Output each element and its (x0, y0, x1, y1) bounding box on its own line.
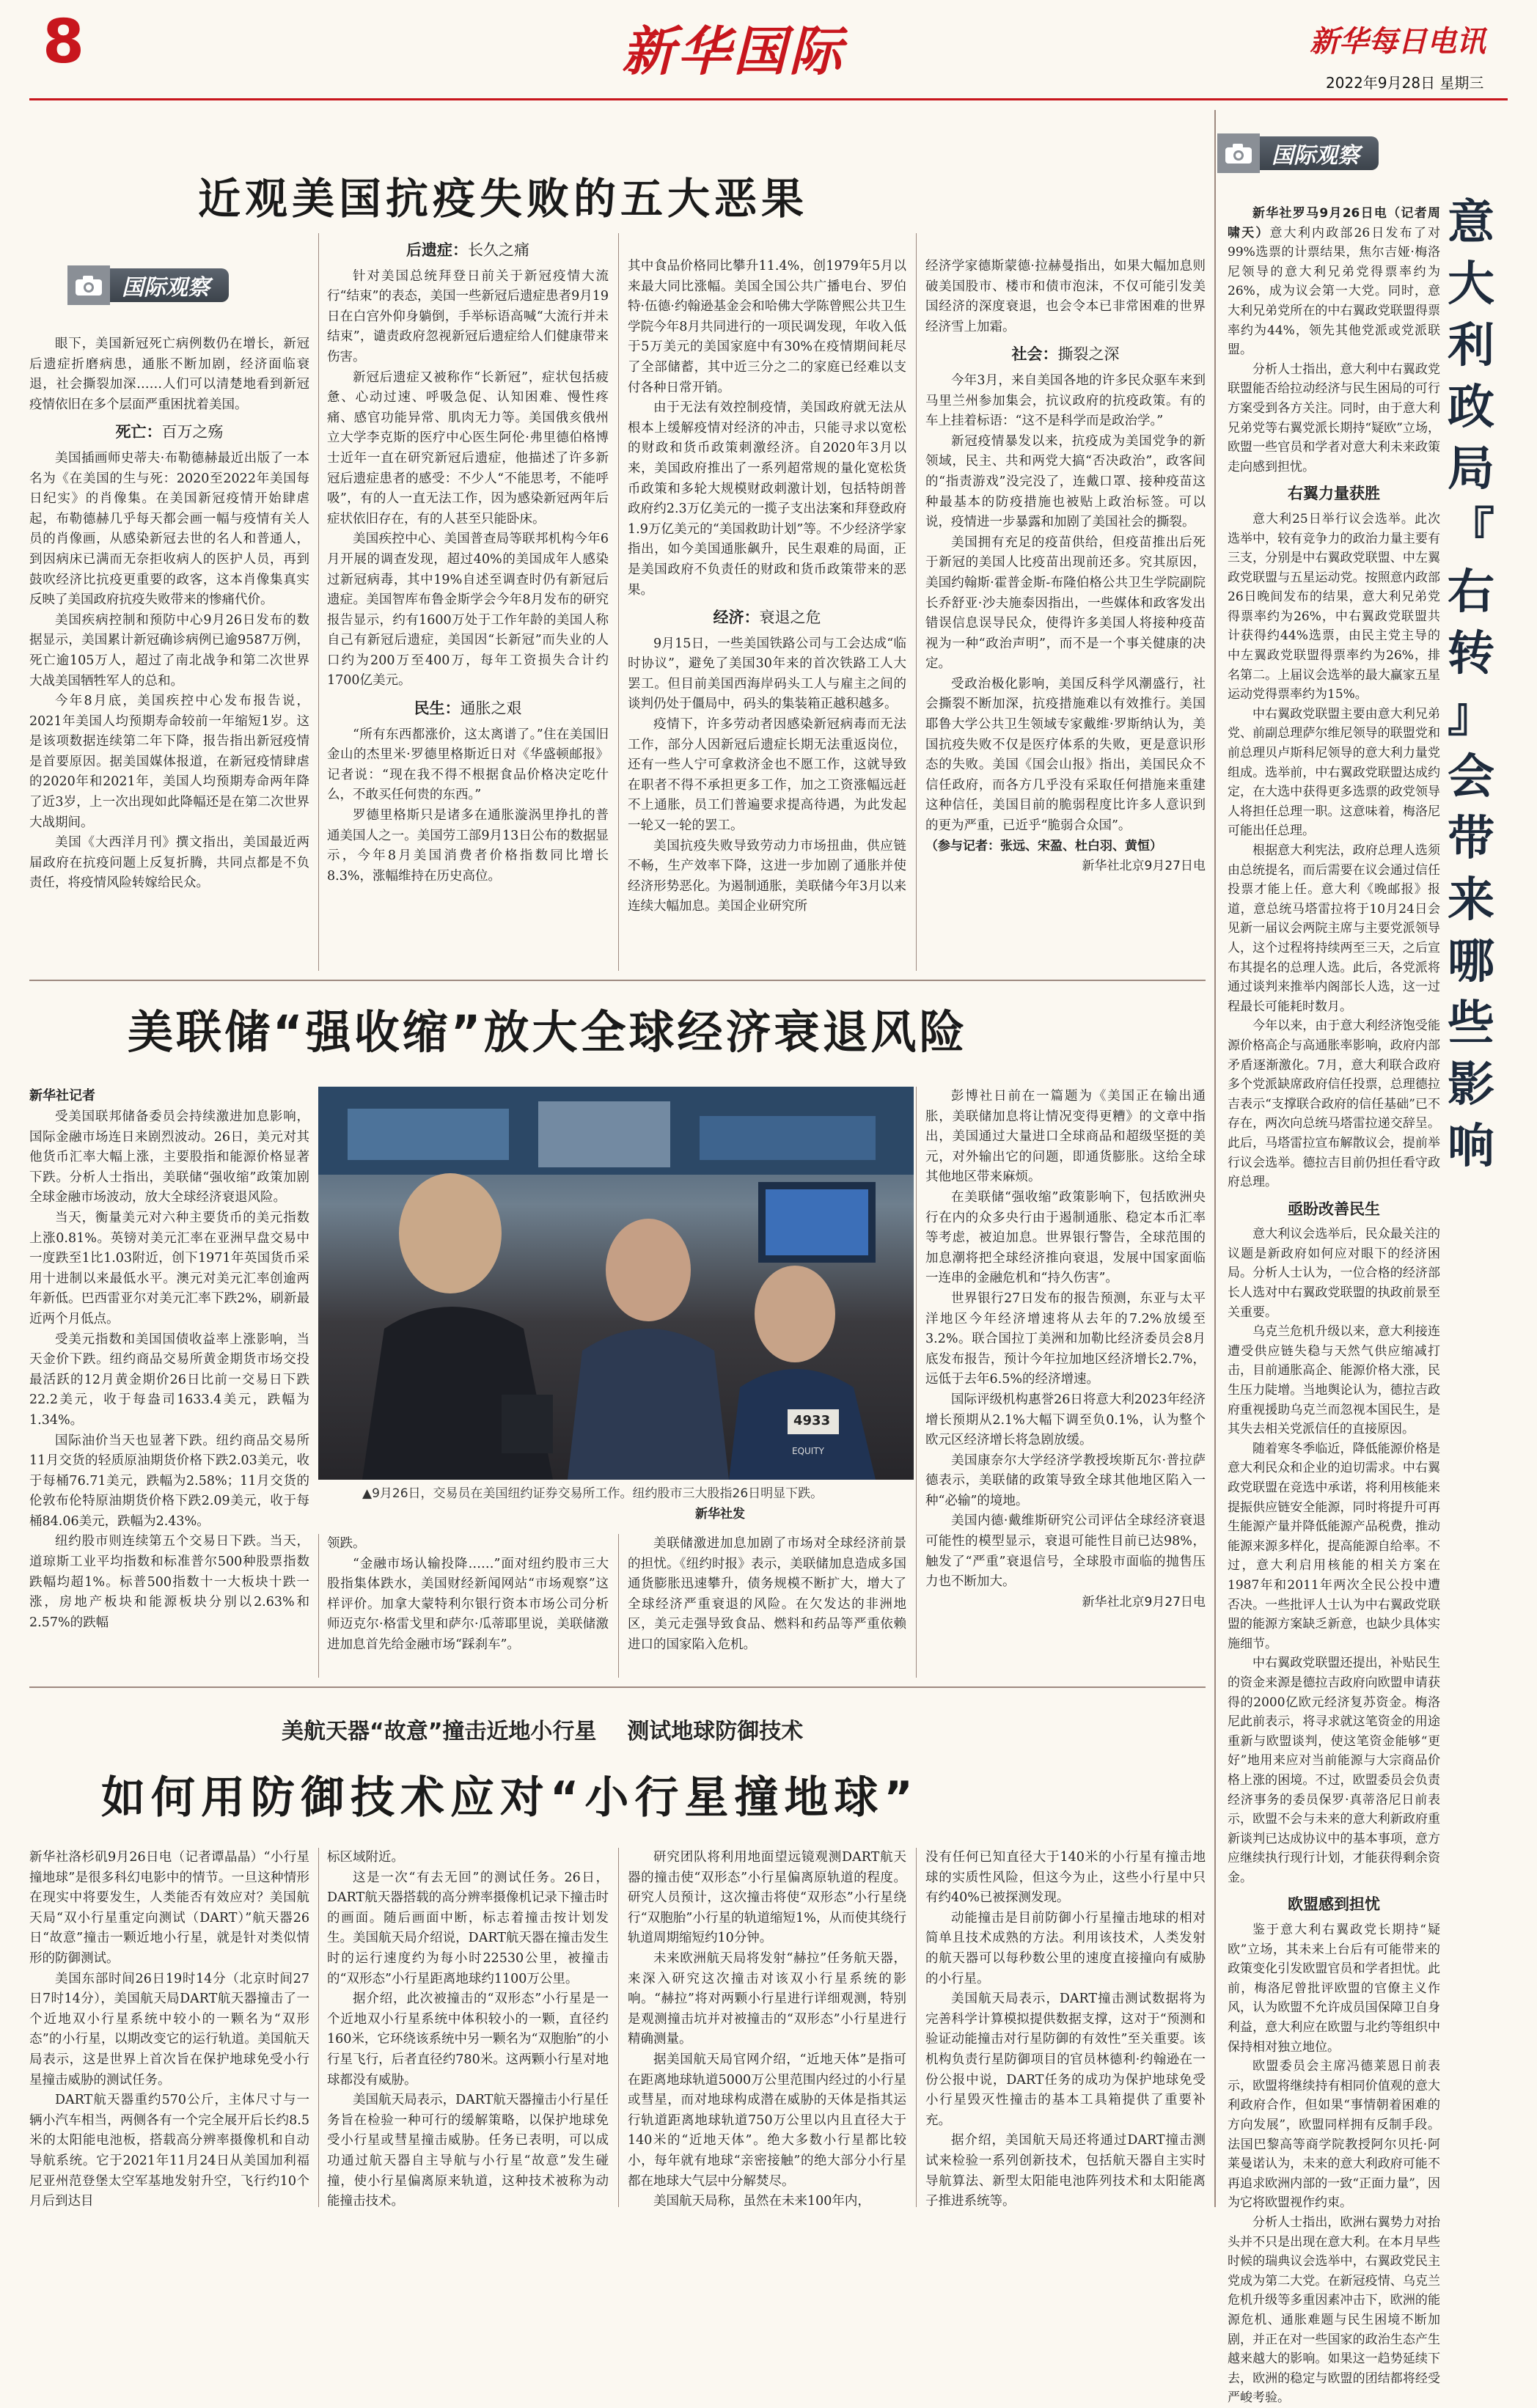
badge-label: 国际观察 (110, 268, 229, 302)
vertical-title-char: 意 (1448, 196, 1494, 250)
vertical-title-char: 带 (1448, 812, 1494, 866)
paragraph: 美国内德·戴维斯研究公司评估全球经济衰退可能性的模型显示，衰退可能性目前已达98%，触发了“严重”衰退信号，全球股市面临的抛售压力也不断加大。 (925, 1513, 1206, 1590)
photo-caption: ▲9月26日，交易员在美国纽约证券交易所工作。纽约股市三大股指26日明显下跌。 (362, 1486, 823, 1501)
paragraph: DART航天器重约570公斤，主体尺寸与一辆小汽车相当，两侧各有一个完全展开后长约8.5米的太阳能电池板，搭载高分辨率摄像机和自动导航系统。它于2021年11月24日从美国加利福尼亚州范登堡太空军基地发射升空，飞行约10个月后到达目 (29, 2093, 309, 2209)
vertical-title-char: 政 (1448, 381, 1494, 435)
trader-badge-label: EQUITY (792, 1446, 825, 1456)
paragraph: 新冠后遗症又被称作“长新冠”，症状包括疲惫、心动过速、呼吸急促、认知困难、慢性疼痛、感官功能异常、肌肉无力等。美国俄亥俄州立大学李克斯的医疗中心医生阿伦·弗里德伯格博士近年一直在研究新冠后遗症，他描述了许多新冠后遗症患者的感受：不少人“不能思考，不能呼吸”，有的人一直无法工作，因为感染新冠两年后症状依旧存在，有的人甚至只能卧床。 (327, 370, 609, 526)
col-divider (916, 1087, 917, 1678)
paragraph: 9月15日，一些美国铁路公司与工会达成“临时协议”，避免了美国30年来的首次铁路工人大罢工。但目前美国西海岸码头工人与雇主之间的谈判仍处于僵局中，码头的集装箱正越积越多。 (628, 636, 906, 712)
masthead-rule (29, 98, 1508, 100)
vertical-title-char: 转 (1448, 627, 1494, 681)
article3-col4 (925, 1848, 1206, 2214)
paragraph: 受美元指数和美国国债收益率上涨影响，当天金价下跌。纽约商品交易所黄金期货市场交投最活跃的12月黄金期价26日比前一交易日下跌22.2美元，收于每盎司1633.4美元，跌幅为1.34%。 (29, 1332, 309, 1428)
paragraph: 动能撞击是目前防御小行星撞击地球的相对简单且技术成熟的方法。利用该技术，人类发射的航天器可以每秒数公里的速度直接撞向有威胁的小行星。 (925, 1910, 1206, 1986)
sidebar-badge (1217, 133, 1379, 173)
article1-badge (67, 265, 229, 305)
paragraph: 标区域附近。 (327, 1850, 404, 1865)
article2-col2 (327, 1534, 609, 1681)
paragraph: 据介绍，美国航天局还将通过DART撞击测试来检验一系列创新技术，包括航天器自主实时导航算法、新型太阳能电池阵列技术和太阳能离子推进系统等。 (925, 2133, 1206, 2209)
sidebar-divider (1214, 110, 1216, 2207)
subhead-lead: 民生： (414, 700, 461, 718)
paragraph: 没有任何已知直径大于140米的小行星有撞击地球的实质性风险，但这今为止，这些小行星中只有约40%已被探测发现。 (925, 1850, 1206, 1906)
dateline-sign: 新华社北京9月27日电 (1082, 1594, 1206, 1609)
paragraph: 这是一次“有去无回”的测试任务。26日，DART航天器搭载的高分辨率摄像机记录下撞击时的画面。随后画面中断，标志着撞击按计划发生。美国航天局介绍说，DART航天器在撞击发生时的运行速度约为每小时22530公里，被撞击的“双形态”小行星距离地球约1100万公里。 (327, 1870, 609, 1986)
col-divider (618, 1848, 619, 2207)
paragraph: 研究团队将利用地面望远镜观测DART航天器的撞击使“双形态”小行星偏离原轨道的程度。研究人员预计，这次撞击将使“双形态”小行星绕行“双胞胎”小行星的轨道缩短1%，从而使其绕行轨道周期缩短约10分钟。 (628, 1850, 906, 1946)
paragraph: 经济学家德斯蒙德·拉赫曼指出，如果大幅加息则破美国股市、楼市和债市泡沫，不仅可能引发美国经济的深度衰退，也会令本已非常困难的世界经济雪上加霜。 (925, 259, 1206, 334)
col-divider (618, 1534, 619, 1678)
paragraph: 未来欧洲航天局将发射“赫拉”任务航天器，来深入研究这次撞击对该双小行星系统的影响。“赫拉”将对两颗小行星进行详细观测，特别是观测撞击坑并对被撞击的“双形态”小行星进行精确测量。 (628, 1950, 906, 2047)
paragraph: 世界银行27日发布的报告预测，东亚与太平洋地区今年经济增速将从去年的7.2%放缓至3.2%。联合国拉丁美洲和加勒比经济委员会8月底发布报告，预计今年拉加地区经济增长2.7%，远低于去年6.5%的经济增速。 (925, 1291, 1206, 1387)
paragraph: 美国东部时间26日19时14分（北京时间27日7时14分），美国航天局DART航天器撞击了一个近地双小行星系统中较小的一颗名为“双形态”的小行星，以期改变它的运行轨道。美国航天局表示，这是世界上首次旨在保护地球免受小行星撞击威胁的测试任务。 (29, 1971, 309, 2088)
paragraph: 今年8月底，美国疾控中心发布报告说，2021年美国人均预期寿命较前一年缩短1岁。这是该项数据连续第二年下降，报告指出新冠疫情是首要原因。据美国媒体报道，在新冠疫情肆虐的2020年和2021年，美国人均预期寿命两年降了近3岁，上一次出现如此降幅还是在第二次世界大战期间。 (29, 694, 309, 830)
subhead-lead: 经济： (713, 609, 760, 627)
reporter-credit: （参与记者：张远、宋盈、杜白羽、黄恒） (925, 838, 1162, 854)
vertical-title-char: 些 (1448, 996, 1494, 1051)
trader-badge-number: 4933 (793, 1413, 831, 1428)
article1-col2 (327, 233, 609, 972)
article3-kicker: 美航天器“故意”撞击近地小行星 测试地球防御技术 (282, 1719, 804, 1744)
paragraph: 美国康奈尔大学经济学教授埃斯瓦尔·普拉萨德表示，美联储的政策导致全球其他地区陷入一种“必输”的境地。 (925, 1453, 1206, 1508)
paragraph: 美国插画师史蒂夫·布勒德赫最近出版了一本名为《在美国的生与死：2020至2022年美国每日纪实》的肖像集。在美国新冠疫情开始肆虐起，布勒德赫几乎每天都会画一幅与疫情有关人员的肖像画，从感染新冠去世的名人和普通人，到因病床已满而无奈拒收病人的医护人员，再到鼓吹经济比抗疫更重要的政客，这本肖像集真实反映了美国政府抗疫失败带来的惨痛代价。 (29, 450, 309, 608)
subhead (29, 422, 309, 443)
paragraph: 美联储激进加息加剧了市场对全球经济前景的担忧。《纽约时报》表示，美联储加息造成多国通货膨胀迅速攀升，债务规模不断扩大，增大了全球经济严重衰退的风险。在欠发达的非洲地区，美元走强导致食品、燃料和药品等严重依赖进口的国家陷入危机。 (628, 1536, 906, 1652)
paragraph: 根据意大利宪法，政府总理人选须由总统提名，而后需要在议会通过信任投票才能上任。意大利《晚邮报》报道，意总统马塔雷拉将于10月24日会见新一届议会两院主席与主要党派领导人，这个过程将持续两至三天，之后宣布其提名的总理人选。此后，各党派将通过谈判来推举内阁部长人选，这一过程最长可能耗时数月。 (1228, 843, 1440, 1014)
paragraph: 美国《大西洋月刊》撰文指出，美国最近两届政府在抗疫问题上反复折腾，共同点都是不负责任，将疫情风险转嫁给民众。 (29, 835, 309, 891)
paragraph: 鉴于意大利右翼政党长期持“疑欧”立场，其未来上台后有可能带来的政策变化引发欧盟官员和学者担忧。此前，梅洛尼曾批评欧盟的官僚主义作风，认为欧盟不允许成员国保障卫自身利益，意大利应在欧盟与北约等组织中保持相对独立地位。 (1228, 1923, 1440, 2055)
paragraph: 今年以来，由于意大利经济饱受能源价格高企与高通胀率影响，政府内部矛盾逐渐激化。7月，意大利联合政府多个党派缺席政府信任投票，总理德拉吉表示“支撑联合政府的信任基础”已不存在，两次向总统马塔雷拉递交辞呈。此后，马塔雷拉宣布解散议会，提前举行议会选举。德拉吉目前仍担任看守政府总理。 (1228, 1018, 1440, 1190)
paragraph: 乌克兰危机升级以来，意大利接连遭受供应链失稳与天然气供应缩减打击，目前通胀高企、能源价格大涨，民生压力陡增。当地舆论认为，德拉吉政府重视援助乌克兰而忽视本国民生，是其失去相关党派信任的直接原因。 (1228, 1324, 1440, 1437)
article2-col3 (628, 1534, 906, 1681)
paragraph: 由于无法有效控制疫情，美国政府就无法从根本上缓解疫情对经济的冲击，只能寻求以宽松的财政和货币政策刺激经济。自2020年3月以来，美国政府推出了一系列超常规的量化宽松货币政策和多轮大规模财政刺激计划，包括特朗普政府约2.3万亿美元的一揽子支出法案和拜登政府1.9万亿美元的“美国救助计划”等。不少经济学家指出，如今美国通胀飙升，民生艰难的局面，正是美国政府不负责任的财政和货币政策带来的恶果。 (628, 400, 906, 598)
article3-col2 (327, 1848, 609, 2214)
paragraph: 纽约股市则连续第五个交易日下跌。当天，道琼斯工业平均指数和标准普尔500种股票指数跌幅均超1%。标普500指数十一大板块十跌一涨，房地产板块和能源板块分别以2.63%和2.57%的跌幅 (29, 1534, 309, 1630)
paragraph: 美国航天局表示，DART航天器撞击小行星任务旨在检验一种可行的缓解策略，以保护地球免受小行星或彗星撞击威胁。任务已表明，可以成功通过航天器自主导航与小行星“故意”发生碰撞，使小行星偏离原来轨道，这种技术被称为动能撞击技术。 (327, 2093, 609, 2209)
paragraph (1228, 204, 1440, 360)
article1-headline: 近观美国抗疫失败的五大恶果 (198, 174, 809, 224)
badge-label: 国际观察 (1260, 136, 1379, 170)
paragraph: 彭博社日前在一篇题为《美国正在输出通胀，美联储加息将让情况变得更糟》的文章中指出，美国通过大量进口全球商品和超级坚挺的美元，对外输出它的问题，即通货膨胀。这给全球其他地区带来麻烦。 (925, 1089, 1206, 1185)
issue-date: 2022年9月28日 星期三 (1326, 74, 1484, 92)
subhead-tail: 通胀之艰 (460, 700, 522, 718)
paragraph: 意大利议会选举后，民众最关注的议题是新政府如何应对眼下的经济困局。分析人士认为，一位合格的经济部长人选对中右翼政党联盟的执政前景至关重要。 (1228, 1227, 1440, 1320)
subhead-tail: 长久之痛 (468, 241, 529, 259)
paragraph: 国际评级机构惠誉26日将意大利2023年经济增长预期从2.1%大幅下调至负0.1%，认为整个欧元区经济增长将急剧放缓。 (925, 1392, 1206, 1448)
col-divider (916, 233, 917, 971)
paragraph: 眼下，美国新冠死亡病例数仍在增长，新冠后遗症折磨病患，通胀不断加剧，经济面临衰退，社会撕裂加深……人们可以清楚地看到新冠疫情依旧在多个层面严重困扰着美国。 (29, 337, 309, 412)
vertical-title-char: 影 (1448, 1058, 1494, 1112)
camera-icon (1217, 133, 1260, 173)
subhead-lead: 死亡： (115, 423, 162, 441)
paragraph: 欧盟委员会主席冯德莱恩日前表示，欧盟将继续持有相同价值观的意大利政府合作，但如果“事情朝着困难的方向发展”，欧盟同样拥有反制手段。法国巴黎高等商学院教授阿尔贝托·阿莱曼诺认为，未来的意大利政府可能不再追求欧洲内部的一致“正面力量”，因为它将欧盟视作约束。 (1228, 2059, 1440, 2211)
page-number: 8 (43, 7, 85, 77)
paragraph: 随着寒冬季临近，降低能源价格是意大利民众和企业的迫切需求。中右翼政党联盟在竞选中承诺，将利用核能来提振供应链安全能源，同时将提升可再生能源产量并降低能源产品税费，推动能源来源多样化，提高能源自给率。不过，意大利启用核能的相关方案在1987年和2011年两次全民公投中遭否决。一些批评人士认为中右翼政党联盟的能源方案缺乏新意，也缺少具体实施细节。 (1228, 1441, 1440, 1651)
col-divider (618, 233, 619, 971)
paragraph: 罗德里格斯只是诸多在通胀漩涡里挣扎的普通美国人之一。美国劳工部9月13日公布的数据显示，今年8月美国消费者价格指数同比增长8.3%，涨幅维持在历史高位。 (327, 808, 609, 884)
vertical-title-char: 大 (1448, 257, 1494, 312)
col-divider (318, 233, 319, 971)
photo-credit: 新华社发 (695, 1507, 745, 1521)
vertical-title-char: 来 (1448, 873, 1494, 928)
sidebar-body (1228, 204, 1441, 2406)
subhead: 右翼力量获胜 (1288, 485, 1380, 503)
subhead-lead: 后遗症： (406, 241, 468, 259)
paragraph: 分析人士指出，意大利中右翼政党联盟能否给拉动经济与民生困局的可行方案受到各方关注。同时，由于意大利兄弟党等右翼党派长期持“疑欧”立场，欧盟一些官员和学者对意大利未来政策走向感到担忧。 (1228, 361, 1440, 474)
camera-icon (67, 265, 110, 305)
subhead (327, 699, 609, 719)
paragraph: 美国疾病控制和预防中心9月26日发布的数据显示，美国累计新冠确诊病例已逾9587万例，死亡逾105万人，超过了南北战争和第二次世界大战美国牺牲军人的总和。 (29, 612, 309, 689)
paragraph: 受政治极化影响，美国反科学风潮盛行，社会撕裂不断加深，抗疫措施难以有效推行。美国耶鲁大学公共卫生领域专家戴维·罗斯纳认为，美国抗疫失败不仅是医疗体系的失败，更是意识形态的失败。美国《国会山报》指出，美国民众不信任政府，而各方几乎没有采取任何措施来重建这种信任，美国目前的脆弱程度比许多人意识到的更为严重，已近乎“脆弱合众国”。 (925, 676, 1206, 834)
subhead-lead: 社会： (1011, 345, 1058, 364)
article3-col3 (628, 1848, 906, 2214)
paragraph: 其中食品价格同比攀升11.4%，创1979年5月以来最大同比涨幅。美国全国公共广播电台、罗伯特·伍德·约翰逊基金会和哈佛大学陈曾熙公共卫生学院今年8月共同进行的一项民调发现，年收入低于5万美元的美国家庭中有30%在疫情期间耗尽了全部储蓄，其中近三分之二的家庭已经难以支付各种日常开销。 (628, 259, 906, 395)
article2-col1 (29, 1107, 309, 1679)
article1-col3 (628, 257, 906, 972)
vertical-title-char: 『 (1448, 504, 1494, 558)
paragraph: 在美联储“强收缩”政策影响下，包括欧洲央行在内的众多央行由于遏制通胀、稳定本币汇率等考虑，被迫加息。世界银行警告，全球范围的加息潮将把全球经济推向衰退，发展中国家面临一连串的金融危机和“持久伤害”。 (925, 1189, 1206, 1286)
paragraph: “所有东西都涨价，这太离谱了。”住在美国旧金山的杰里米·罗德里格斯近日对《华盛顿邮报》记者说：“现在我不得不根据食品价格决定吃什么，不敢买任何贵的东西。” (327, 727, 609, 803)
vertical-title-char: 利 (1448, 319, 1494, 373)
article3-headline: 如何用防御技术应对“小行星撞地球” (101, 1772, 919, 1824)
paragraph: 今年3月，来自美国各地的许多民众驱车来到马里兰州参加集会，抗议政府的抗疫政策。有的车上挂着标语：“这不是科学而是政治学。” (925, 372, 1206, 429)
paragraph: 中右翼政党联盟还提出，补贴民生的资金来源是德拉吉政府向欧盟申请获得的2000亿欧元经济复苏资金。梅洛尼此前表示，将寻求就这笔资金的用途重新与欧盟谈判，使这笔资金能够“更好”地用来应对当前能源与大宗商品价格上涨的困境。不过，欧盟委员会负责经济事务的委员保罗·真蒂洛尼日前表示，欧盟不会与未来的意大利新政府重新谈判已达成协议中的基本事项，意方应继续执行现行计划，才能获得剩余资金。 (1228, 1656, 1440, 1885)
paragraph: “金融市场认输投降……”面对纽约股市三大股指集体跌水，美国财经新闻网站“市场观察”这样评价。加拿大蒙特利尔银行资本市场公司分析师迈克尔·格雷戈里和萨尔·瓜蒂耶里说，美联储激进加息首先给金融市场“踩刹车”。 (327, 1556, 609, 1652)
vertical-title-char: 哪 (1448, 935, 1494, 989)
paragraph: 当天，衡量美元对六种主要货币的美元指数上涨0.81%。英镑对美元汇率在亚洲早盘交易中一度跌至1比1.03附近，创下1971年英国货币采用十进制以来最低水平。澳元对美元汇率创逾两年新低。巴西雷亚尔对美元汇率下跌2%，刷新最近两个月低点。 (29, 1210, 309, 1326)
paragraph: 受美国联邦储备委员会持续激进加息影响，国际金融市场连日来剧烈波动。26日，美元对其他货币汇率大幅上涨，主要股指和能源价格显著下跌。分析人士指出，美联储“强收缩”政策加剧全球金融市场波动，放大全球经济衰退风险。 (29, 1109, 309, 1205)
paragraph: 据美国航天局官网介绍，“近地天体”是指可在距离地球轨道5000万公里范围内经过的小行星或彗星，而对地球构成潜在威胁的天体是指其运行轨道距离地球轨道750万公里以内且直径大于140米的“近地天体”。绝大多数小行星都比较小，每年就有地球“亲密接触”的绝大部分小行星都在地球大气层中分解焚尽。 (628, 2052, 906, 2189)
paragraph: 美国航天局称，虽然在未来100年内， (653, 2194, 870, 2209)
trading-floor-photo (318, 1087, 914, 1480)
vertical-title-char: 』 (1448, 689, 1494, 743)
subhead (628, 608, 906, 628)
paragraph: 美国拥有充足的疫苗供给，但疫苗推出后死于新冠的美国人比疫苗出现前还多。究其原因，美国约翰斯·霍普金斯-布隆伯格公共卫生学院副院长乔舒亚·沙夫施泰因指出，一些媒体和政客发出错误信息误导民众，使得许多美国人将接种疫苗视为一种“政治声明”，而不是一个事关健康的决定。 (925, 535, 1206, 672)
article1-col4 (925, 257, 1206, 972)
paragraph: 疫情下，许多劳动者因感染新冠病毒而无法工作，部分人因新冠后遗症长期无法重返岗位，还有一些人宁可拿救济金也不愿工作，这就导致在职者不得不承担更多工作，加之工资涨幅远赶不上通胀，员工们普遍要求提高待遇，为此发起一轮又一轮的罢工。 (628, 717, 906, 834)
paragraph: 针对美国总统拜登日前关于新冠疫情大流行“结束”的表态，美国一些新冠后遗症患者9月19日在白宫外仰身躺倒，手举标语高喊“大流行并未结束”，谴责政府忽视新冠后遗症给人们健康带来伤害。 (327, 268, 609, 364)
paragraph: 新冠疫情暴发以来，抗疫成为美国党争的新领域，民主、共和两党大搞“否决政治”，政客间的“指责游戏”没完没了，连戴口罩、接种疫苗这种最基本的防疫措施也被贴上政治标签。可以说，疫情进一步暴露和加剧了美国社会的撕裂。 (925, 433, 1206, 530)
vertical-title-char: 会 (1448, 750, 1494, 804)
subhead: 亟盼改善民生 (1288, 1200, 1380, 1218)
paragraph: 领跌。 (327, 1536, 366, 1551)
sidebar-vertical-title (1445, 192, 1497, 1178)
article2-byline: 新华社记者 (29, 1088, 95, 1104)
article2-headline: 美联储“强收缩”放大全球经济衰退风险 (128, 1005, 968, 1059)
col-divider (318, 1848, 319, 2207)
vertical-title-char: 右 (1448, 565, 1494, 620)
paragraph: 据介绍，此次被撞击的“双形态”小行星是一个近地双小行星系统中体积较小的一颗，直径约160米，它环绕该系统中另一颗名为“双胞胎”的小行星飞行，后者直径约780米。这两颗小行星对地球都没有威胁。 (327, 1992, 609, 2088)
paragraph: 中右翼政党联盟主要由意大利兄弟党、前副总理萨尔维尼领导的联盟党和前总理贝卢斯科尼领导的意大利力量党组成。选举前，中右翼政党联盟达成约定，在大选中获得更多选票的政党领导人将担任总理一职。这意味着，梅洛尼可能出任总理。 (1228, 706, 1440, 839)
dateline-lead: 新华社罗马9月26日电（记者周啸天） (1228, 206, 1440, 241)
col-divider (318, 1534, 319, 1678)
col-divider (916, 1848, 917, 2207)
paragraph: 新华社洛杉矶9月26日电（记者谭晶晶）“小行星撞地球”是很多科幻电影中的情节。一旦这种情形在现实中将要发生，人类能否有效应对？美国航天局“双小行星重定向测试（DART）”航天器26日“故意”撞击一颗近地小行星，就是针对类似情形的防御测试。 (29, 1850, 309, 1966)
paper-name-logo: 新华每日电讯 (1310, 24, 1486, 59)
section-title: 新华国际 (622, 20, 845, 82)
paragraph: 国际油价当天也显著下跌。纽约商品交易所11月交货的轻质原油期货价格下跌2.03美元，收于每桶76.71美元，跌幅为2.58%；11月交货的伦敦布伦特原油期货价格下跌2.09美元，收于每桶84.06美元，跌幅为2.43%。 (29, 1433, 309, 1529)
subhead-tail: 百万之殇 (161, 423, 224, 441)
paragraph: 分析人士指出，欧洲右翼势力对抬头并不只是出现在意大利。在本月早些时候的瑞典议会选举中，右翼政党民主党成为第二大党。在新冠疫情、乌克兰危机升级等多重因素冲击下，欧洲的能源危机、通胀难题与民生困境不断加剧，并正在对一些国家的政治生态产生越来越大的影响。如果这一趋势延续下去，欧洲的稳定与欧盟的团结都将经受严峻考验。 (1228, 2214, 1440, 2406)
subhead: 欧盟感到担忧 (1288, 1895, 1380, 1914)
subhead-tail: 衰退之危 (759, 609, 821, 627)
paragraph: 意大利25日举行议会选举。此次选举中，较有竞争力的政治力量主要有三支，分别是中右翼政党联盟、中左翼政党联盟与五星运动党。按照意内政部26日晚间发布的结果，意大利兄弟党得票率约为26%，中右翼政党联盟共计获得约44%选票，由民主党主导的中左翼政党联盟得票率约为26%，排名第二。上届议会选举的最大赢家五星运动党得票率约为15%。 (1228, 511, 1440, 702)
vertical-title-char: 响 (1448, 1120, 1494, 1174)
section-divider (29, 1686, 1206, 1688)
dateline-sign: 新华社北京9月27日电 (1082, 859, 1206, 874)
section-divider (29, 980, 1206, 981)
subhead (925, 345, 1206, 365)
paragraph: 美国抗疫失败导致劳动力市场扭曲，供应链不畅，生产效率下降，这进一步加剧了通胀并使经济形势恶化。为遏制通胀，美联储今年3月以来连续大幅加息。美国企业研究所 (628, 838, 906, 914)
subhead (327, 241, 609, 261)
vertical-title-char: 局 (1448, 442, 1494, 496)
subhead-tail: 撕裂之深 (1057, 345, 1120, 364)
paragraph: 美国疾控中心、美国普查局等联邦机构今年6月开展的调查发现，超过40%的美国成年人感染过新冠病毒，其中19%自述至调查时仍有新冠后遗症。美国智库布鲁金斯学会今年8月发布的研究报告显示，约有1600万处于工作年龄的美国人称自己有新冠后遗症，美国因“长新冠”而失业的人口约为200万至400万，每年工资损失合计约1700亿美元。 (327, 532, 609, 689)
paragraph: 美国航天局表示，DART撞击测试数据将为完善科学计算模拟提供数据支撑，这对于“预测和验证动能撞击对行星防御的有效性”至关重要。该机构负责行星防御项目的官员林德利·约翰逊在一份公报中说，DART任务的成功为保护地球免受小行星毁灭性撞击的基本工具箱提供了重要补充。 (925, 1992, 1206, 2128)
article3-col1 (29, 1848, 309, 2214)
article1-col1 (29, 334, 309, 972)
paragraph-text: 意大利内政部26日发布了对99%选票的计票结果，焦尔吉娅·梅洛尼领导的意大利兄弟党得票率约为26%，成为议会第一大党。同时，意大利兄弟党所在的中右翼政党联盟得票率约为44%，领先其他党派或党派联盟。 (1228, 225, 1441, 358)
article2-col4 (925, 1087, 1206, 1681)
